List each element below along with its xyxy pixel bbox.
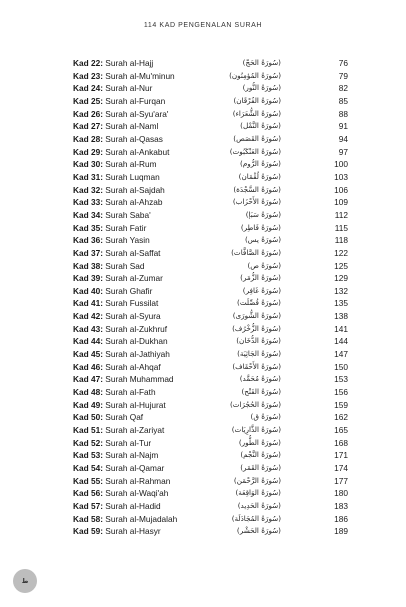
surah-name: Surah al-Zumar — [105, 273, 163, 284]
surah-name: Surah al-Rum — [105, 159, 157, 170]
page-ref: 168 — [334, 437, 348, 448]
page-ref: 76 — [338, 58, 348, 68]
card-number: Kad 47: — [73, 374, 103, 385]
surah-name: Surah al-Mu'minun — [105, 70, 175, 81]
surah-name: Surah al-Ahzab — [105, 197, 163, 208]
card-number: Kad 26: — [73, 108, 103, 119]
surah-name: Surah al-Zukhruf — [105, 323, 168, 334]
toc-row[interactable] — [73, 196, 348, 209]
surah-arabic-name: (سُورَةُ ق) — [250, 412, 281, 422]
toc-row[interactable] — [73, 285, 348, 298]
surah-arabic-name: (سُورَةُ الزُّمَر) — [240, 273, 281, 283]
toc-row[interactable] — [73, 437, 348, 450]
surah-name: Surah al-Naml — [105, 121, 159, 132]
toc-row[interactable] — [73, 475, 348, 488]
toc-row[interactable] — [73, 462, 348, 475]
toc-row[interactable] — [73, 247, 348, 260]
surah-name: Surah Sad — [105, 260, 145, 271]
surah-arabic-name: (سُورَةُ الجَاثِيَة) — [237, 349, 281, 359]
page-ref: 118 — [334, 235, 348, 246]
surah-name: Surah al-Mujadalah — [105, 513, 178, 524]
surah-name: Surah al-Fath — [105, 387, 156, 398]
toc-row[interactable] — [73, 373, 348, 386]
page-ref: 106 — [334, 184, 348, 195]
card-number: Kad 51: — [73, 425, 103, 436]
toc-row[interactable] — [73, 146, 348, 159]
toc-row[interactable] — [73, 133, 348, 146]
page-ref: 186 — [334, 513, 348, 524]
card-number: Kad 27: — [73, 121, 103, 132]
toc-row[interactable] — [73, 310, 348, 323]
toc-row[interactable] — [73, 82, 348, 95]
page-ref: 156 — [334, 387, 348, 398]
toc-row[interactable] — [73, 335, 348, 348]
card-number: Kad 35: — [73, 222, 103, 233]
page-ref: 162 — [334, 412, 348, 423]
surah-name: Surah Luqman — [105, 171, 160, 182]
card-number: Kad 57: — [73, 500, 103, 511]
toc-row[interactable] — [73, 449, 348, 462]
card-number: Kad 59: — [73, 526, 103, 537]
surah-name: Surah al-Zariyat — [105, 425, 165, 436]
card-number: Kad 40: — [73, 285, 103, 296]
surah-arabic-name: (سُورَةُ المُجَادَلَة) — [231, 513, 281, 523]
surah-arabic-name: (سُورَةُ النَّمْل) — [240, 121, 281, 131]
card-number: Kad 32: — [73, 184, 103, 195]
card-number: Kad 58: — [73, 513, 103, 524]
card-number: Kad 31: — [73, 171, 103, 182]
surah-name: Surah al-Hujurat — [105, 399, 166, 410]
surah-arabic-name: (سُورَةُ الأَحْزَاب) — [232, 197, 281, 207]
surah-name: Surah Yasin — [105, 235, 150, 246]
page-ref: 138 — [334, 311, 348, 322]
toc-row[interactable] — [73, 361, 348, 374]
card-number: Kad 50: — [73, 412, 103, 423]
card-number: Kad 55: — [73, 475, 103, 486]
surah-name: Surah Fatir — [105, 222, 147, 233]
toc-row[interactable] — [73, 513, 348, 526]
surah-arabic-name: (سُورَةُ الشُّورَى) — [232, 311, 281, 321]
surah-arabic-name: (سُورَةُ الشُّعَرَاء) — [232, 108, 281, 118]
surah-arabic-name: (سُورَةُ النُّور) — [242, 83, 281, 93]
card-number: Kad 45: — [73, 349, 103, 360]
card-number: Kad 46: — [73, 361, 103, 372]
surah-name: Surah Fussilat — [105, 298, 159, 309]
page-ref: 159 — [334, 399, 348, 410]
page-ref: 150 — [334, 361, 348, 372]
toc-row[interactable] — [73, 108, 348, 121]
surah-name: Surah Saba' — [105, 209, 151, 220]
surah-name: Surah al-Furqan — [105, 95, 166, 106]
toc-row[interactable] — [73, 222, 348, 235]
card-number: Kad 39: — [73, 273, 103, 284]
card-number: Kad 22: — [73, 58, 103, 68]
card-number: Kad 49: — [73, 399, 103, 410]
table-of-contents — [73, 57, 348, 538]
page-ref: 132 — [334, 285, 348, 296]
surah-arabic-name: (سُورَةُ لُقْمَان) — [238, 171, 281, 181]
toc-row[interactable] — [73, 272, 348, 285]
surah-arabic-name: (سُورَةُ العَنْكَبُوت) — [229, 146, 281, 156]
page-ref: 153 — [334, 374, 348, 385]
page-ref: 183 — [334, 500, 348, 511]
toc-row[interactable] — [73, 297, 348, 310]
page-ref: 135 — [334, 298, 348, 309]
card-number: Kad 54: — [73, 463, 103, 473]
surah-name: Surah al-Rahman — [105, 475, 171, 486]
card-number: Kad 25: — [73, 95, 103, 106]
surah-arabic-name: (سُورَةُ السَّجْدَة) — [233, 184, 281, 194]
surah-name: Surah al-Qasas — [105, 133, 163, 144]
surah-name: Surah al-Tur — [105, 437, 152, 448]
card-number: Kad 43: — [73, 323, 103, 334]
surah-arabic-name: (سُورَةُ الرَّحْمَن) — [233, 475, 281, 485]
page-ref: 103 — [334, 171, 348, 182]
page-ref: 91 — [338, 121, 348, 132]
toc-row[interactable] — [73, 487, 348, 500]
toc-row[interactable] — [73, 158, 348, 171]
surah-arabic-name: (سُورَةُ القَمَر) — [240, 463, 281, 472]
card-number: Kad 23: — [73, 70, 103, 81]
toc-row[interactable] — [73, 260, 348, 273]
page-ref: 109 — [334, 197, 348, 208]
surah-name: Surah al-Saffat — [105, 247, 161, 258]
surah-name: Surah al-Ankabut — [105, 146, 170, 157]
page-ref: 82 — [338, 83, 348, 94]
page-number-badge: ط — [13, 569, 37, 593]
surah-name: Surah Ghafir — [105, 285, 153, 296]
surah-arabic-name: (سُورَةُ مُحَمَّد) — [239, 374, 281, 384]
surah-arabic-name: (سُورَةُ الفَتْح) — [241, 387, 281, 397]
surah-name: Surah al-Sajdah — [105, 184, 165, 195]
surah-arabic-name: (سُورَةُ الحَجّ) — [242, 58, 281, 67]
surah-arabic-name: (سُورَةُ النَّجْم) — [240, 450, 281, 460]
surah-name: Surah al-Syu'ara' — [105, 108, 169, 119]
card-number: Kad 44: — [73, 336, 103, 347]
page-ref: 144 — [334, 336, 348, 347]
card-number: Kad 37: — [73, 247, 103, 258]
card-number: Kad 53: — [73, 450, 103, 461]
toc-row[interactable] — [73, 184, 348, 197]
toc-row[interactable] — [73, 209, 348, 222]
surah-arabic-name: (سُورَةُ الحَشْر) — [236, 526, 281, 536]
page-ref: 125 — [334, 260, 348, 271]
surah-name: Surah Qaf — [105, 412, 144, 423]
toc-row[interactable] — [73, 95, 348, 108]
surah-arabic-name: (سُورَةُ الذَّارِيَات) — [231, 425, 281, 435]
surah-name: Surah al-Qamar — [105, 463, 165, 473]
surah-name: Surah Muhammad — [105, 374, 174, 385]
page-ref: 180 — [334, 488, 348, 499]
toc-row[interactable] — [73, 323, 348, 336]
page-ref: 122 — [334, 247, 348, 258]
card-number: Kad 28: — [73, 133, 103, 144]
surah-arabic-name: (سُورَةُ الزُّخْرُف) — [232, 323, 281, 333]
surah-name: Surah al-Dukhan — [105, 336, 168, 347]
card-number: Kad 52: — [73, 437, 103, 448]
surah-arabic-name: (سُورَةُ ص) — [247, 260, 281, 270]
page-ref: 174 — [334, 463, 348, 473]
surah-arabic-name: (سُورَةُ الطُّور) — [238, 437, 281, 447]
toc-row[interactable] — [73, 70, 348, 83]
surah-name: Surah al-Nur — [105, 83, 153, 94]
page-ref: 171 — [334, 450, 348, 461]
toc-row[interactable] — [73, 171, 348, 184]
card-number: Kad 42: — [73, 311, 103, 322]
toc-row[interactable] — [73, 424, 348, 437]
surah-name: Surah al-Najm — [105, 450, 159, 461]
card-number: Kad 36: — [73, 235, 103, 246]
page-ref: 94 — [338, 133, 348, 144]
page-ref: 165 — [334, 425, 348, 436]
surah-arabic-name: (سُورَةُ الوَاقِعَة) — [235, 488, 281, 498]
page-ref: 115 — [334, 222, 348, 233]
page-ref: 100 — [334, 159, 348, 170]
page-ref: 88 — [338, 108, 348, 119]
toc-row[interactable] — [73, 120, 348, 133]
toc-row[interactable] — [73, 411, 348, 424]
toc-row[interactable] — [73, 399, 348, 412]
page-ref: 97 — [338, 146, 348, 157]
surah-arabic-name: (سُورَةُ المُؤمِنُون) — [229, 70, 281, 80]
surah-name: Surah al-Hadid — [105, 500, 161, 511]
card-number: Kad 41: — [73, 298, 103, 309]
surah-arabic-name: (سُورَةُ الأَحْقَاف) — [232, 361, 281, 371]
surah-arabic-name: (سُورَةُ الحَدِيد) — [237, 500, 281, 510]
card-number: Kad 48: — [73, 387, 103, 398]
surah-name: Surah al-Syura — [105, 311, 161, 322]
toc-row[interactable] — [73, 234, 348, 247]
surah-arabic-name: (سُورَةُ فَاطِر) — [240, 222, 281, 232]
page-ref: 147 — [334, 349, 348, 360]
toc-row[interactable] — [73, 500, 348, 513]
toc-row[interactable] — [73, 57, 348, 70]
card-number: Kad 33: — [73, 197, 103, 208]
toc-row[interactable] — [73, 348, 348, 361]
page-ref: 112 — [334, 209, 348, 220]
surah-arabic-name: (سُورَةُ سَبَإ) — [245, 209, 281, 219]
page-ref: 177 — [334, 475, 348, 486]
surah-name: Surah al-Ahqaf — [105, 361, 161, 372]
surah-arabic-name: (سُورَةُ الرُّوم) — [240, 159, 281, 169]
surah-arabic-name: (سُورَةُ الصَّافَّات) — [231, 247, 281, 257]
surah-arabic-name: (سُورَةُ القَصَص) — [233, 133, 281, 143]
card-number: Kad 38: — [73, 260, 103, 271]
surah-name: Surah al-Waqi'ah — [105, 488, 169, 499]
toc-row[interactable] — [73, 386, 348, 399]
surah-arabic-name: (سُورَةُ يس) — [244, 235, 281, 245]
surah-name: Surah al-Hajj — [105, 58, 154, 68]
surah-arabic-name: (سُورَةُ الدُّخَان) — [236, 336, 281, 346]
card-number: Kad 30: — [73, 159, 103, 170]
surah-arabic-name: (سُورَةُ غَافِر) — [242, 285, 281, 295]
surah-name: Surah al-Hasyr — [105, 526, 161, 537]
page-ref: 141 — [334, 323, 348, 334]
card-number: Kad 56: — [73, 488, 103, 499]
page-ref: 79 — [338, 70, 348, 81]
card-number: Kad 24: — [73, 83, 103, 94]
page-ref: 189 — [334, 526, 348, 537]
surah-name: Surah al-Jathiyah — [105, 349, 170, 360]
surah-arabic-name: (سُورَةُ الفُرْقَان) — [233, 95, 281, 105]
surah-arabic-name: (سُورَةُ الحُجُرَات) — [229, 399, 281, 409]
card-number: Kad 34: — [73, 209, 103, 220]
card-number: Kad 29: — [73, 146, 103, 157]
surah-arabic-name: (سُورَةُ فُصِّلَت) — [237, 298, 281, 308]
page-ref: 129 — [334, 273, 348, 284]
running-header: 114 KAD PENGENALAN SURAH — [143, 22, 263, 29]
toc-row[interactable] — [73, 525, 348, 538]
page-ref: 85 — [338, 95, 348, 106]
